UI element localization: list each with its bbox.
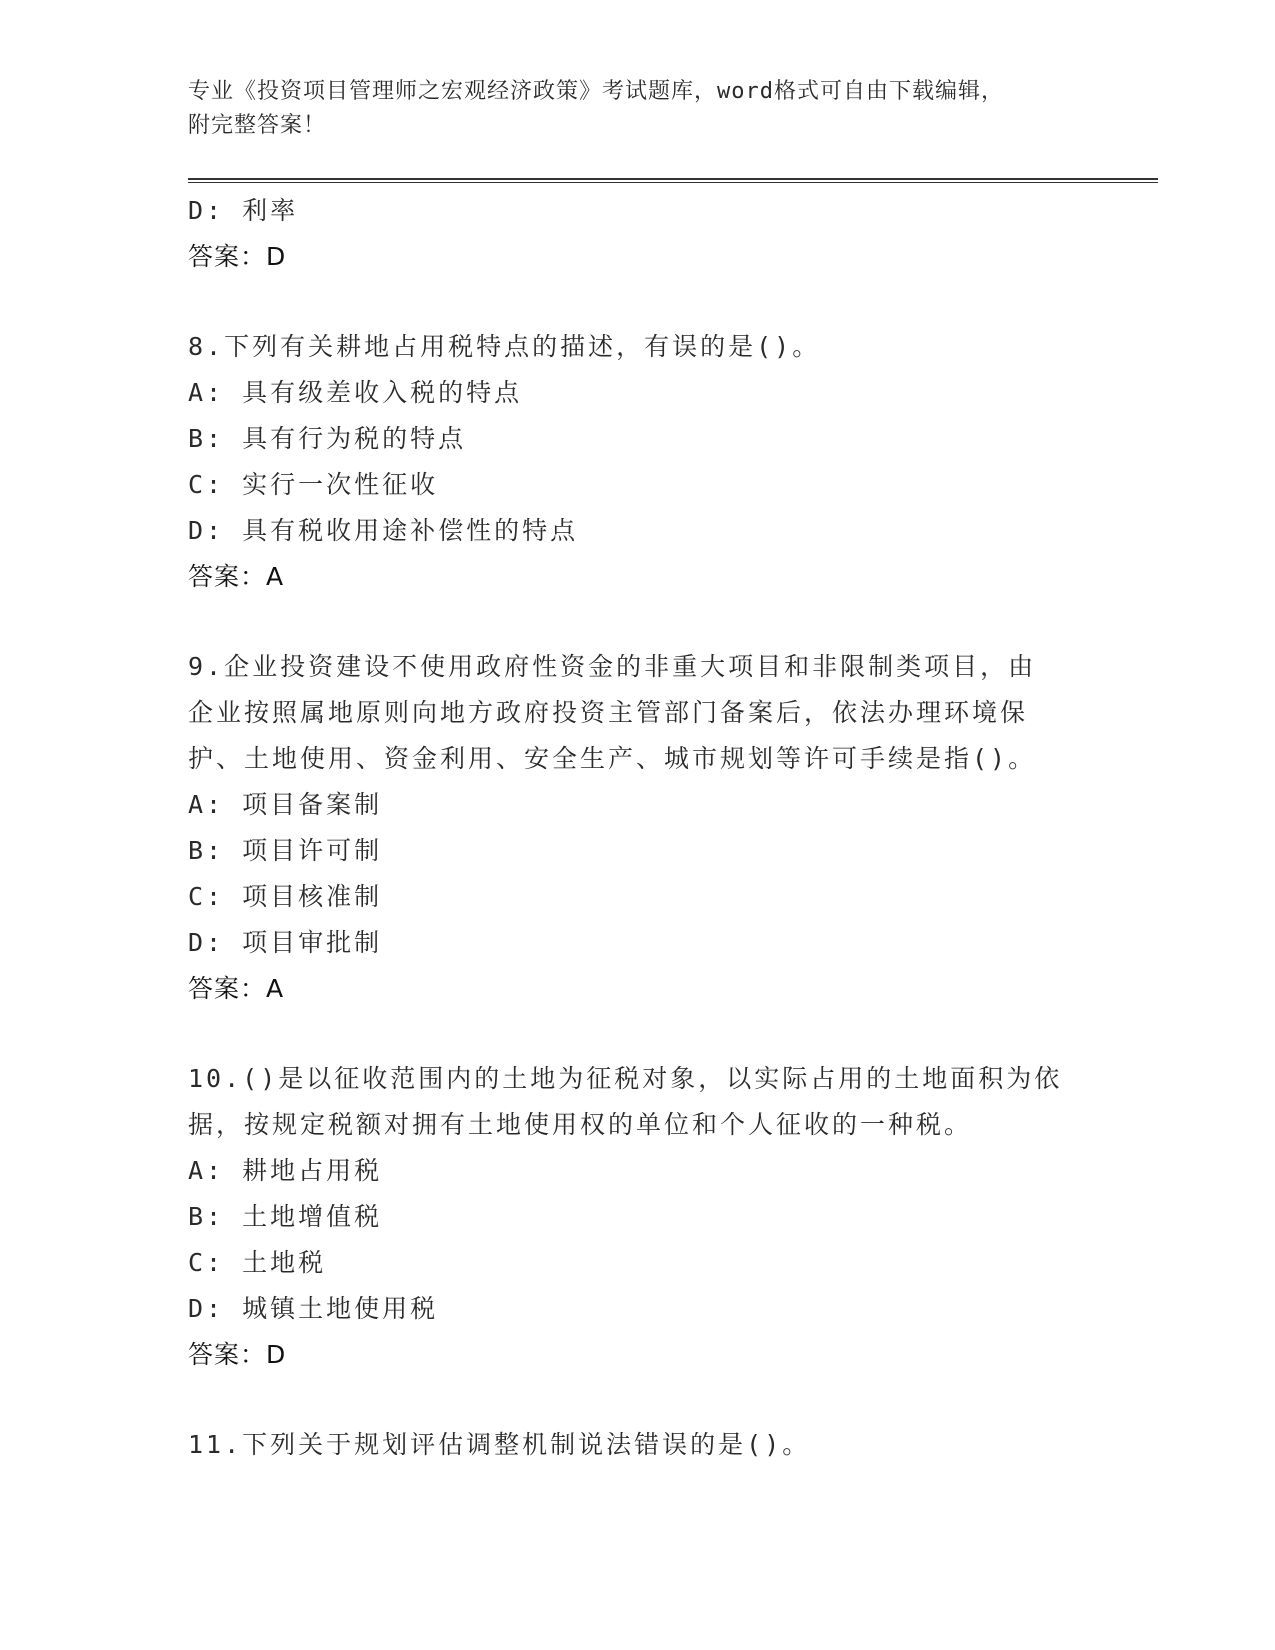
spacer [188, 1012, 1088, 1056]
answer-line: 答案：A [188, 974, 285, 1003]
option-a: A: 具有级差收入税的特点 [188, 378, 523, 407]
answer-line: 答案：D [188, 1340, 287, 1369]
question-10 [188, 1056, 1088, 1378]
option-d: D: 城镇土地使用税 [188, 1294, 439, 1323]
question-text-line-3: 护、土地使用、资金利用、安全生产、城市规划等许可手续是指()。 [188, 744, 1037, 773]
answer-line: 答案：D [188, 242, 287, 271]
question-7-tail [188, 188, 1088, 280]
header-divider [188, 178, 1158, 183]
question-text-line-1: 10.()是以征收范围内的土地为征税对象，以实际占用的土地面积为依 [188, 1064, 1063, 1093]
option-b: B: 土地增值税 [188, 1202, 383, 1231]
question-text-line-2: 据，按规定税额对拥有土地使用权的单位和个人征收的一种税。 [188, 1110, 973, 1139]
question-9 [188, 644, 1088, 1012]
question-list [188, 188, 1088, 1468]
option-b: B: 项目许可制 [188, 836, 383, 865]
question-11 [188, 1422, 1088, 1468]
option-b: B: 具有行为税的特点 [188, 424, 467, 453]
option-c: C: 实行一次性征收 [188, 470, 439, 499]
spacer [188, 600, 1088, 644]
option-a: A: 项目备案制 [188, 790, 383, 819]
option-d: D: 项目审批制 [188, 928, 383, 957]
header-line-1: 专业《投资项目管理师之宏观经济政策》考试题库，word格式可自由下载编辑， [188, 79, 1004, 104]
option-c: C: 土地税 [188, 1248, 327, 1277]
answer-line: 答案：A [188, 562, 285, 591]
question-text: 11.下列关于规划评估调整机制说法错误的是()。 [188, 1430, 811, 1459]
question-text: 8.下列有关耕地占用税特点的描述，有误的是()。 [188, 332, 821, 361]
question-text-line-2: 企业按照属地原则向地方政府投资主管部门备案后，依法办理环境保 [188, 698, 1029, 727]
document-header [188, 75, 1068, 143]
spacer [188, 1378, 1088, 1422]
option-d: D: 利率 [188, 196, 299, 225]
option-c: C: 项目核准制 [188, 882, 383, 911]
spacer [188, 280, 1088, 324]
question-8 [188, 324, 1088, 600]
option-d: D: 具有税收用途补偿性的特点 [188, 516, 579, 545]
header-line-2: 附完整答案！ [188, 113, 327, 138]
question-text-line-1: 9.企业投资建设不使用政府性资金的非重大项目和非限制类项目，由 [188, 652, 1037, 681]
option-a: A: 耕地占用税 [188, 1156, 383, 1185]
